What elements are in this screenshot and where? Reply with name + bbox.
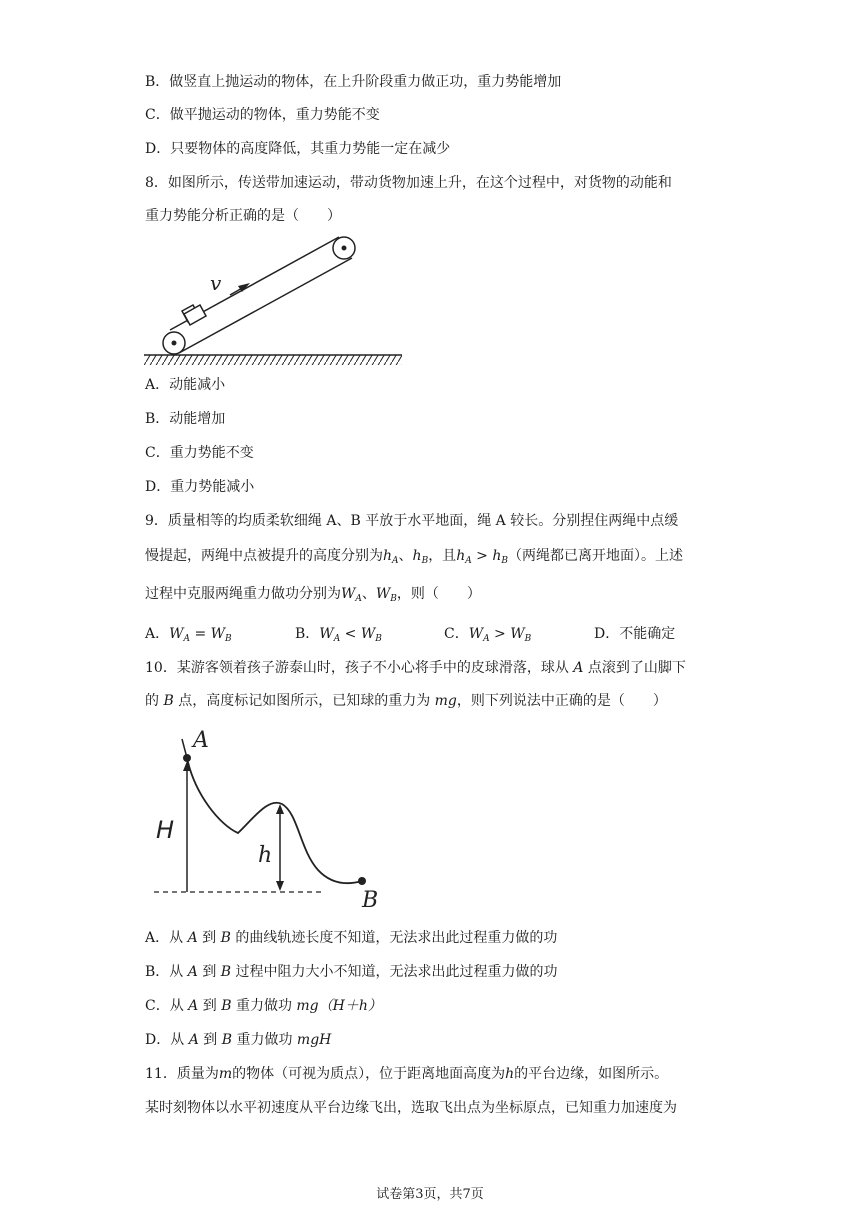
q10-option-b: B．从 A 到 B 过程中阻力大小不知道，无法求出此过程重力做的功 [145,964,558,980]
q9-stem-line3: 过程中克服两绳重力做功分别为$W_A$、$W_B$，则（ ） [145,586,481,604]
q10-option-a: A．从 A 到 B 的曲线轨迹长度不知道，无法求出此过程重力做的功 [145,930,558,946]
q11-stem-line1: 11．质量为m的物体（可视为质点），位于距离地面高度为h的平台边缘，如图所示。 [145,1066,669,1082]
ground-hatch [144,355,402,365]
q10-stem-line1: 10．某游客领着孩子游泰山时，孩子不小心将手中的皮球滑落，球从 A 点滚到了山脚下 [145,660,686,676]
point-a-dot [183,754,191,762]
q10-option-d: D．从 A 到 B 重力做功 mgH [145,1032,332,1048]
label-H: H [156,816,175,844]
q8-option-d: D．重力势能减小 [145,479,255,495]
q9-option-a: A．$W_A = W_B$ [145,626,232,644]
slope-curve [187,758,362,883]
q10-stem-line2: 的 B 点，高度标记如图所示，已知球的重力为 mg，则下列说法中正确的是（ ） [145,693,667,709]
q9-option-c: C．$W_A > W_B$ [444,626,532,644]
velocity-label: v [210,271,222,295]
q11-stem-line2: 某时刻物体以水平初速度从平台边缘飞出，选取飞出点为坐标原点，已知重力加速度为 [145,1100,677,1116]
q8-option-a: A．动能减小 [145,377,226,393]
q8-option-c: C．重力势能不变 [145,445,254,461]
conveyor-belt-figure [140,232,410,368]
q8-stem-line2: 重力势能分析正确的是（ ） [145,208,341,224]
q8-option-b: B．动能增加 [145,411,226,427]
q7-option-c: C．做平抛运动的物体，重力势能不变 [145,107,380,123]
label-B: B [362,888,379,913]
label-h: h [258,843,273,868]
mountain-slope-figure [150,725,390,915]
label-A: A [193,728,209,753]
q9-option-d: D．不能确定 [594,626,676,642]
q8-stem-line1: 8．如图所示，传送带加速运动，带动货物加速上升，在这个过程中，对货物的动能和 [145,175,672,191]
page-footer: 试卷第3页，共7页 [376,1187,484,1202]
q9-stem-line1: 9．质量相等的均质柔软细绳 A、B 平放于水平地面，绳 A 较长。分别捏住两绳中点缓 [145,513,679,529]
q9-option-b: B．$W_A < W_B$ [295,626,382,644]
q7-option-b: B．做竖直上抛运动的物体，在上升阶段重力做正功，重力势能增加 [145,74,562,90]
point-b-dot [358,877,366,885]
q9-stem-line2: 慢提起，两绳中点被提升的高度分别为$h_A$、$h_B$，且$h_A > h_B$（两绳都已离开地面）。上述 [145,548,684,566]
q7-option-d: D．只要物体的高度降低，其重力势能一定在减少 [145,141,451,157]
q10-option-c: C．从 A 到 B 重力做功 mg（H＋h） [145,998,382,1014]
